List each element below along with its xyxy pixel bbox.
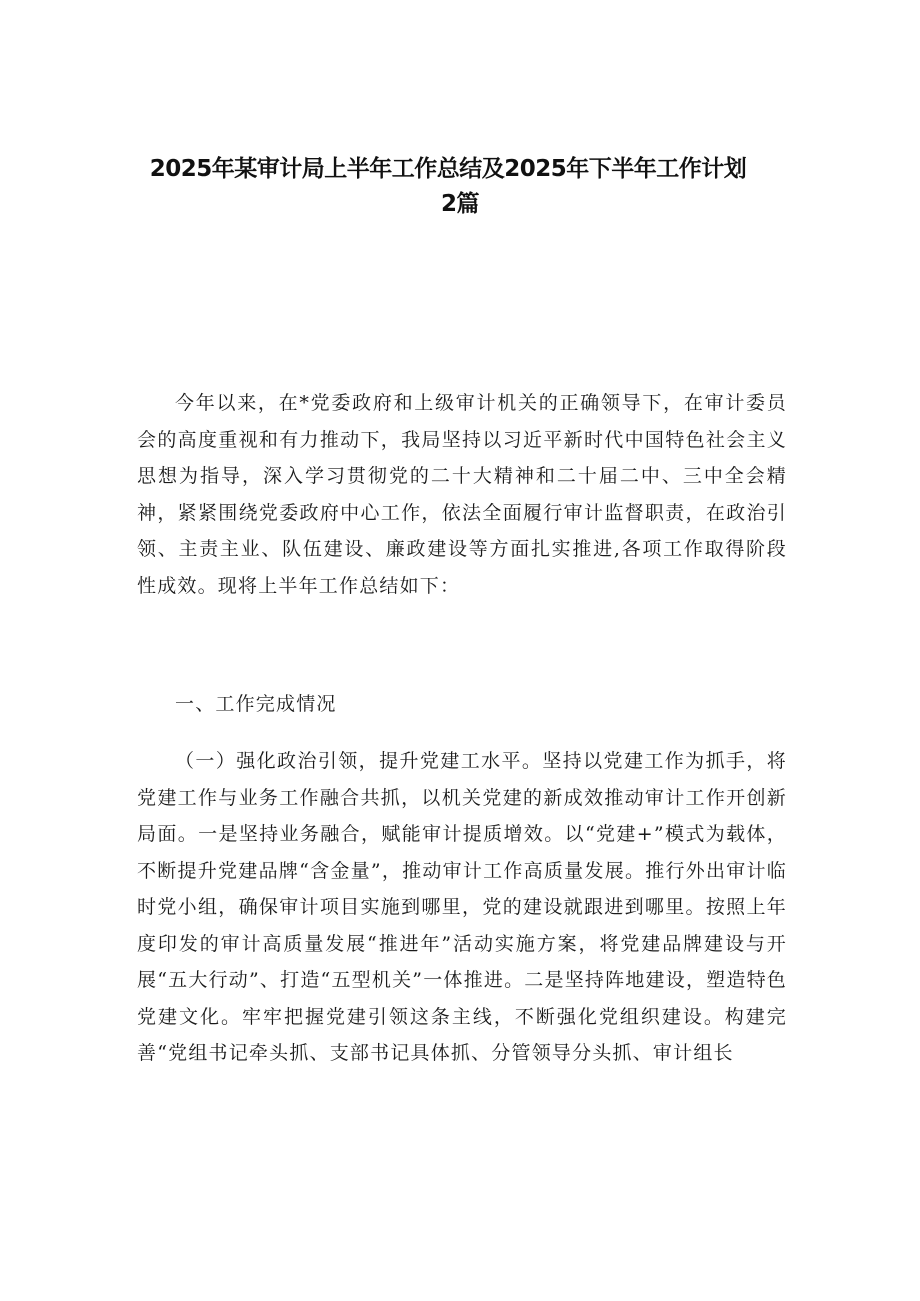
document-title-line1: 2025年某审计局上半年工作总结及2025年下半年工作计划: [149, 156, 747, 182]
subsection-paragraph-block: [137, 743, 787, 1072]
intro-paragraph-block: [137, 385, 787, 604]
section-heading-block: [137, 686, 787, 723]
intro-paragraph: 今年以来，在*党委政府和上级审计机关的正确领导下，在审计委员会的高度重视和有力推动下，我局坚持以习近平新时代中国特色社会主义思想为指导，深入学习贯彻党的二十大精神和二十届二中、三中全会精神，紧紧围绕党委政府中心工作，依法全面履行审计监督职责，在政治引领、主责主业、队伍建设、廉政建设等方面扎实推进,各项工作取得阶段性成效。现将上半年工作总结如下：: [137, 392, 787, 597]
document-title-line2: 2篇: [440, 191, 479, 217]
section-heading: 一、工作完成情况: [175, 693, 337, 715]
subsection-paragraph: （一）强化政治引领，提升党建工水平。坚持以党建工作为抓手，将党建工作与业务工作融合共抓，以机关党建的新成效推动审计工作开创新局面。一是坚持业务融合，赋能审计提质增效。以“党建+”模式为载体，不断提升党建品牌“含金量”，推动审计工作高质量发展。推行外出审计临时党小组，确保审计项目实施到哪里，党的建设就跟进到哪里。按照上年度印发的审计高质量发展“推进年”活动实施方案，将党建品牌建设与开展“五大行动”、打造“五型机关”一体推进。二是坚持阵地建设，塑造特色党建文化。牢牢把握党建引领这条主线，不断强化党组织建设。构建完善“党组书记牵头抓、支部书记具体抓、分管领导分头抓、审计组长: [137, 750, 787, 1064]
